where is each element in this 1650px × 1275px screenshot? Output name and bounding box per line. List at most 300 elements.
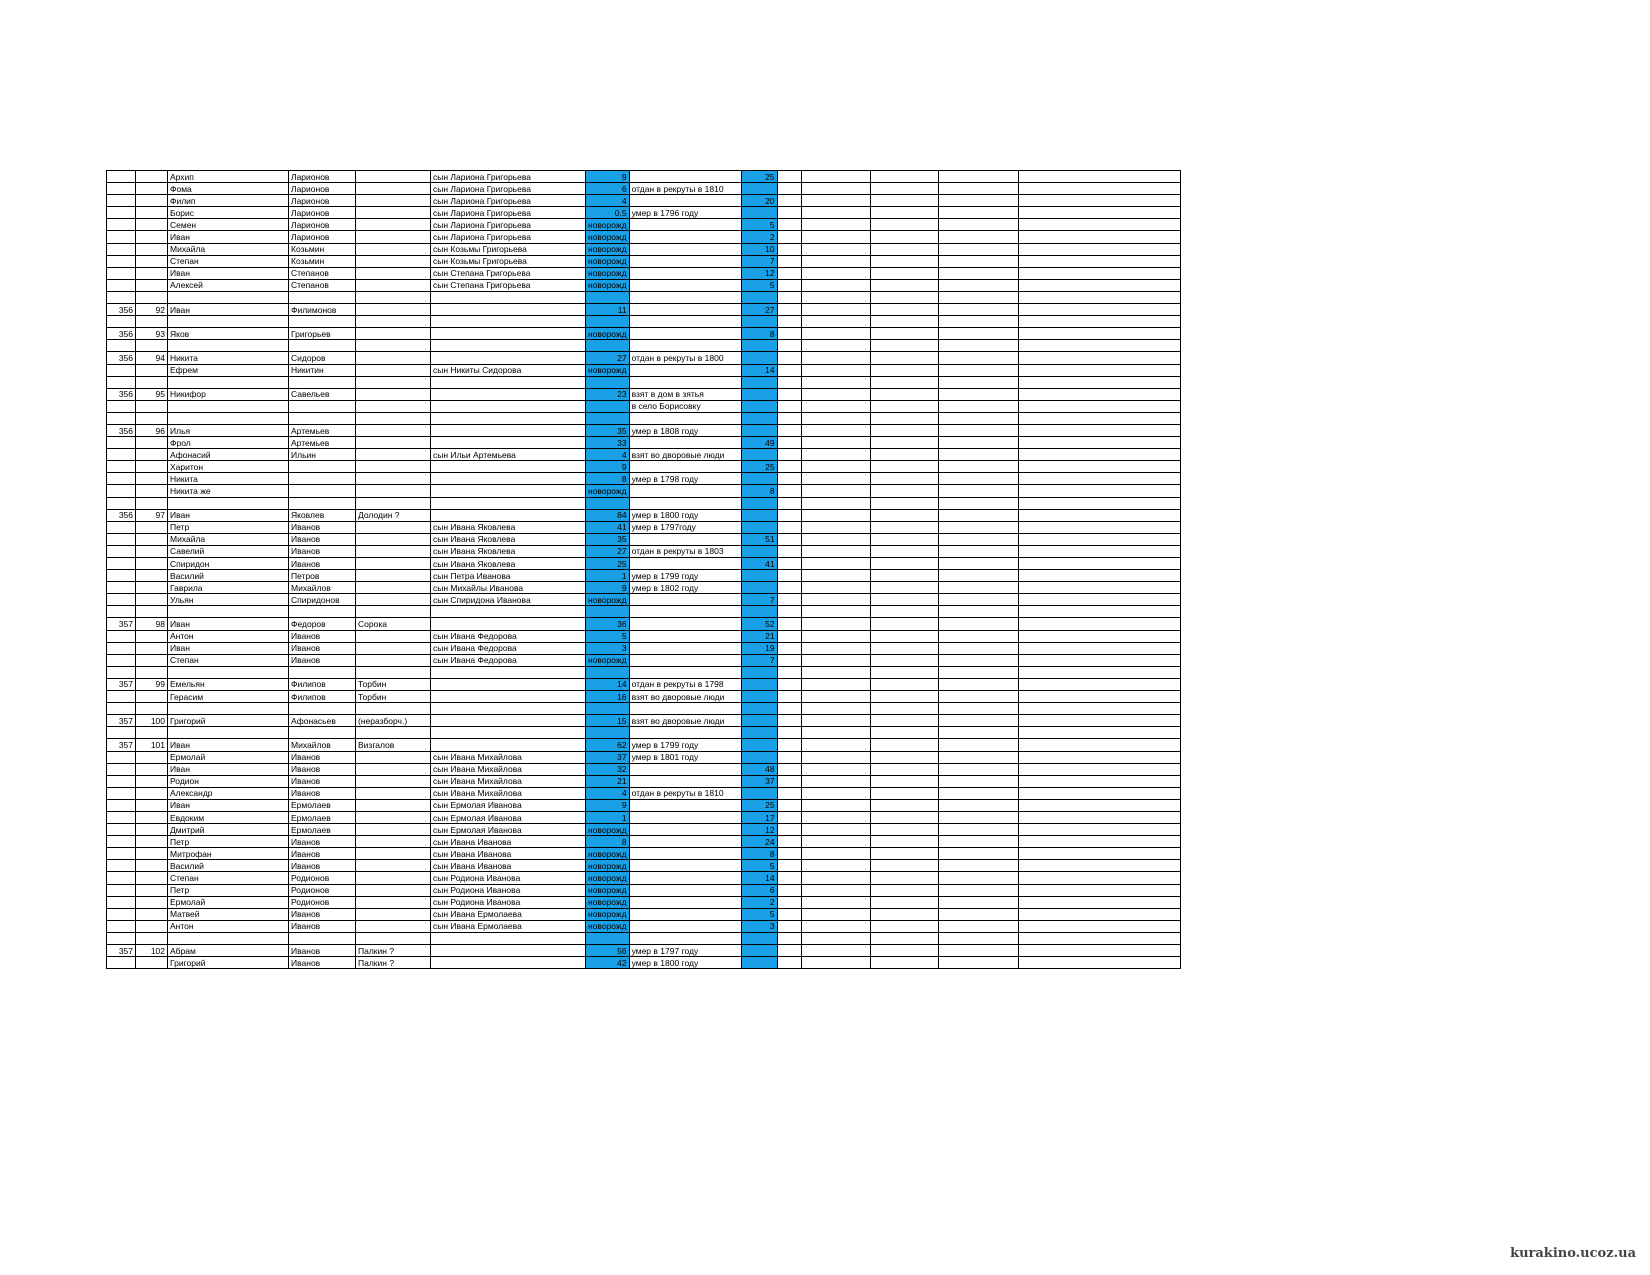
empty-cell: [777, 267, 801, 279]
patronymic-cell: Иванов: [289, 836, 356, 848]
empty-cell: [801, 775, 870, 787]
empty-cell: [938, 243, 1018, 255]
relation-cell: сын Ивана Иванова: [431, 848, 586, 860]
note-cell: [629, 811, 741, 823]
first-name-cell: Петр: [168, 521, 289, 533]
household-number-cell: [136, 957, 168, 969]
empty-cell: [801, 932, 870, 944]
empty-cell: [938, 799, 1018, 811]
empty-cell: [938, 594, 1018, 606]
empty-cell: [938, 291, 1018, 303]
relation-cell: [431, 957, 586, 969]
note-cell: [629, 328, 741, 340]
age-1811-cell: 8: [741, 848, 777, 860]
household-number-cell: [136, 400, 168, 412]
page-number-cell: [107, 449, 136, 461]
note-cell: [629, 908, 741, 920]
surname-cell: Палкин ?: [356, 957, 431, 969]
patronymic-cell: Иванов: [289, 848, 356, 860]
empty-cell: [938, 654, 1018, 666]
empty-cell: [870, 908, 938, 920]
empty-cell: [938, 787, 1018, 799]
age-1811-cell: [741, 957, 777, 969]
relation-cell: сын Ермолая Иванова: [431, 799, 586, 811]
first-name-cell: Фрол: [168, 437, 289, 449]
relation-cell: сын Ивана Яковлева: [431, 521, 586, 533]
surname-cell: Палкин ?: [356, 945, 431, 957]
empty-cell: [801, 824, 870, 836]
empty-cell: [870, 533, 938, 545]
table-row: [107, 352, 1181, 364]
page-number-cell: 356: [107, 328, 136, 340]
table-row: [107, 521, 1181, 533]
empty-cell: [938, 582, 1018, 594]
age-1795-cell: новорожд: [586, 594, 630, 606]
first-name-cell: Герасим: [168, 691, 289, 703]
empty-cell: [938, 328, 1018, 340]
note-cell: [629, 799, 741, 811]
patronymic-cell: Родионов: [289, 884, 356, 896]
empty-cell: [1018, 896, 1180, 908]
page-number-cell: [107, 316, 136, 328]
note-cell: [629, 412, 741, 424]
empty-cell: [1018, 352, 1180, 364]
patronymic-cell: Иванов: [289, 775, 356, 787]
empty-cell: [1018, 908, 1180, 920]
empty-cell: [870, 364, 938, 376]
empty-cell: [1018, 945, 1180, 957]
patronymic-cell: [289, 727, 356, 739]
empty-cell: [1018, 461, 1180, 473]
surname-cell: [356, 727, 431, 739]
age-1795-cell: 35: [586, 533, 630, 545]
patronymic-cell: Ильин: [289, 449, 356, 461]
empty-cell: [801, 751, 870, 763]
age-1795-cell: 37: [586, 751, 630, 763]
table-row: [107, 666, 1181, 678]
empty-cell: [801, 811, 870, 823]
empty-cell: [870, 763, 938, 775]
relation-cell: сын Ивана Федорова: [431, 654, 586, 666]
surname-cell: [356, 473, 431, 485]
age-1795-cell: новорожд: [586, 860, 630, 872]
empty-cell: [801, 376, 870, 388]
empty-cell: [870, 775, 938, 787]
household-number-cell: [136, 485, 168, 497]
first-name-cell: Ермолай: [168, 751, 289, 763]
empty-cell: [1018, 678, 1180, 690]
first-name-cell: Иван: [168, 304, 289, 316]
table-row: [107, 872, 1181, 884]
age-1811-cell: [741, 751, 777, 763]
first-name-cell: Савелий: [168, 545, 289, 557]
age-1811-cell: [741, 207, 777, 219]
age-1795-cell: 36: [586, 618, 630, 630]
relation-cell: сын Никиты Сидорова: [431, 364, 586, 376]
patronymic-cell: Григорьев: [289, 328, 356, 340]
age-1811-cell: [741, 497, 777, 509]
table-row: [107, 255, 1181, 267]
age-1811-cell: [741, 521, 777, 533]
surname-cell: [356, 582, 431, 594]
table-row: [107, 739, 1181, 751]
first-name-cell: Афонасий: [168, 449, 289, 461]
first-name-cell: [168, 340, 289, 352]
table-row: [107, 945, 1181, 957]
table-row: [107, 304, 1181, 316]
surname-cell: [356, 243, 431, 255]
household-number-cell: [136, 799, 168, 811]
age-1795-cell: [586, 412, 630, 424]
note-cell: [629, 666, 741, 678]
age-1811-cell: 49: [741, 437, 777, 449]
age-1795-cell: 15: [586, 715, 630, 727]
empty-cell: [777, 860, 801, 872]
patronymic-cell: Михайлов: [289, 739, 356, 751]
empty-cell: [870, 171, 938, 183]
note-cell: [629, 594, 741, 606]
page-number-cell: [107, 787, 136, 799]
household-number-cell: [136, 461, 168, 473]
household-number-cell: [136, 558, 168, 570]
surname-cell: [356, 920, 431, 932]
first-name-cell: Филип: [168, 195, 289, 207]
empty-cell: [777, 811, 801, 823]
empty-cell: [777, 594, 801, 606]
empty-cell: [801, 908, 870, 920]
page-number-cell: [107, 533, 136, 545]
empty-cell: [938, 183, 1018, 195]
page-number-cell: 357: [107, 715, 136, 727]
empty-cell: [870, 545, 938, 557]
relation-cell: сын Лариона Григорьева: [431, 231, 586, 243]
empty-cell: [1018, 316, 1180, 328]
note-cell: [629, 920, 741, 932]
empty-cell: [938, 824, 1018, 836]
note-cell: отдан в рекруты в 1798: [629, 678, 741, 690]
page-number-cell: [107, 291, 136, 303]
first-name-cell: Гаврила: [168, 582, 289, 594]
table-row: [107, 400, 1181, 412]
household-number-cell: 95: [136, 388, 168, 400]
table-row: [107, 316, 1181, 328]
relation-cell: [431, 618, 586, 630]
patronymic-cell: Ларионов: [289, 231, 356, 243]
surname-cell: [356, 594, 431, 606]
surname-cell: [356, 219, 431, 231]
relation-cell: сын Ивана Ермолаева: [431, 908, 586, 920]
empty-cell: [938, 642, 1018, 654]
age-1811-cell: 10: [741, 243, 777, 255]
patronymic-cell: Иванов: [289, 642, 356, 654]
age-1811-cell: 14: [741, 364, 777, 376]
surname-cell: [356, 171, 431, 183]
empty-cell: [1018, 400, 1180, 412]
age-1795-cell: новорожд: [586, 908, 630, 920]
surname-cell: [356, 570, 431, 582]
household-number-cell: [136, 848, 168, 860]
first-name-cell: [168, 316, 289, 328]
empty-cell: [777, 884, 801, 896]
age-1795-cell: 33: [586, 437, 630, 449]
empty-cell: [870, 424, 938, 436]
empty-cell: [777, 727, 801, 739]
patronymic-cell: [289, 316, 356, 328]
empty-cell: [801, 388, 870, 400]
empty-cell: [938, 364, 1018, 376]
patronymic-cell: Родионов: [289, 872, 356, 884]
household-number-cell: [136, 872, 168, 884]
surname-cell: [356, 316, 431, 328]
empty-cell: [1018, 799, 1180, 811]
empty-cell: [777, 570, 801, 582]
empty-cell: [870, 267, 938, 279]
age-1795-cell: 1: [586, 811, 630, 823]
first-name-cell: Михайла: [168, 533, 289, 545]
empty-cell: [777, 824, 801, 836]
note-cell: [629, 376, 741, 388]
note-cell: умер в 1796 году: [629, 207, 741, 219]
age-1811-cell: [741, 945, 777, 957]
household-number-cell: [136, 642, 168, 654]
note-cell: [629, 497, 741, 509]
note-cell: [629, 884, 741, 896]
relation-cell: сын Козьмы Григорьева: [431, 255, 586, 267]
age-1795-cell: новорожд: [586, 364, 630, 376]
age-1795-cell: [586, 316, 630, 328]
empty-cell: [870, 412, 938, 424]
patronymic-cell: [289, 703, 356, 715]
empty-cell: [1018, 848, 1180, 860]
note-cell: взят во дворовые люди: [629, 691, 741, 703]
empty-cell: [777, 219, 801, 231]
first-name-cell: Родион: [168, 775, 289, 787]
first-name-cell: Степан: [168, 255, 289, 267]
age-1795-cell: 56: [586, 945, 630, 957]
empty-cell: [777, 328, 801, 340]
age-1795-cell: 11: [586, 304, 630, 316]
surname-cell: [356, 932, 431, 944]
empty-cell: [870, 739, 938, 751]
empty-cell: [870, 666, 938, 678]
table-row: [107, 473, 1181, 485]
age-1795-cell: 27: [586, 352, 630, 364]
relation-cell: сын Ивана Ермолаева: [431, 920, 586, 932]
table-row: [107, 824, 1181, 836]
empty-cell: [870, 920, 938, 932]
empty-cell: [938, 715, 1018, 727]
note-cell: [629, 195, 741, 207]
empty-cell: [801, 485, 870, 497]
relation-cell: сын Лариона Григорьева: [431, 195, 586, 207]
household-number-cell: [136, 279, 168, 291]
table-row: [107, 594, 1181, 606]
surname-cell: [356, 545, 431, 557]
age-1811-cell: [741, 388, 777, 400]
age-1795-cell: новорожд: [586, 328, 630, 340]
relation-cell: [431, 666, 586, 678]
empty-cell: [938, 775, 1018, 787]
patronymic-cell: Ларионов: [289, 219, 356, 231]
first-name-cell: Никита: [168, 352, 289, 364]
surname-cell: [356, 872, 431, 884]
empty-cell: [777, 703, 801, 715]
note-cell: умер в 1799 году: [629, 570, 741, 582]
patronymic-cell: Ермолаев: [289, 799, 356, 811]
age-1795-cell: 4: [586, 449, 630, 461]
empty-cell: [801, 219, 870, 231]
census-table: [106, 170, 1181, 969]
empty-cell: [1018, 231, 1180, 243]
empty-cell: [801, 521, 870, 533]
first-name-cell: Алексей: [168, 279, 289, 291]
empty-cell: [938, 521, 1018, 533]
empty-cell: [938, 908, 1018, 920]
age-1811-cell: 19: [741, 642, 777, 654]
page-number-cell: [107, 485, 136, 497]
empty-cell: [938, 485, 1018, 497]
note-cell: умер в 1800 году: [629, 957, 741, 969]
household-number-cell: [136, 884, 168, 896]
first-name-cell: Борис: [168, 207, 289, 219]
empty-cell: [870, 195, 938, 207]
empty-cell: [777, 533, 801, 545]
empty-cell: [777, 848, 801, 860]
empty-cell: [801, 400, 870, 412]
household-number-cell: [136, 195, 168, 207]
empty-cell: [801, 340, 870, 352]
patronymic-cell: Филимонов: [289, 304, 356, 316]
age-1811-cell: 5: [741, 279, 777, 291]
table-row: [107, 836, 1181, 848]
page-number-cell: [107, 183, 136, 195]
relation-cell: сын Родиона Иванова: [431, 872, 586, 884]
relation-cell: [431, 606, 586, 618]
age-1811-cell: 27: [741, 304, 777, 316]
surname-cell: [356, 860, 431, 872]
first-name-cell: Евдоким: [168, 811, 289, 823]
household-number-cell: [136, 267, 168, 279]
empty-cell: [870, 243, 938, 255]
empty-cell: [1018, 703, 1180, 715]
empty-cell: [1018, 582, 1180, 594]
first-name-cell: Иван: [168, 231, 289, 243]
page-number-cell: [107, 376, 136, 388]
surname-cell: [356, 703, 431, 715]
surname-cell: [356, 376, 431, 388]
page-number-cell: 357: [107, 678, 136, 690]
empty-cell: [801, 678, 870, 690]
empty-cell: [1018, 437, 1180, 449]
note-cell: умер в 1808 году: [629, 424, 741, 436]
age-1811-cell: 52: [741, 618, 777, 630]
age-1811-cell: 2: [741, 231, 777, 243]
first-name-cell: Григорий: [168, 715, 289, 727]
page-number-cell: [107, 461, 136, 473]
page-number-cell: [107, 848, 136, 860]
relation-cell: сын Лариона Григорьева: [431, 171, 586, 183]
empty-cell: [938, 739, 1018, 751]
patronymic-cell: Степанов: [289, 279, 356, 291]
page-number-cell: [107, 896, 136, 908]
household-number-cell: 98: [136, 618, 168, 630]
empty-cell: [801, 171, 870, 183]
patronymic-cell: Иванов: [289, 630, 356, 642]
surname-cell: [356, 195, 431, 207]
first-name-cell: [168, 932, 289, 944]
empty-cell: [1018, 207, 1180, 219]
page-number-cell: [107, 775, 136, 787]
empty-cell: [938, 400, 1018, 412]
age-1811-cell: 3: [741, 920, 777, 932]
age-1811-cell: [741, 715, 777, 727]
patronymic-cell: Иванов: [289, 763, 356, 775]
note-cell: умер в 1802 году: [629, 582, 741, 594]
surname-cell: [356, 364, 431, 376]
empty-cell: [938, 267, 1018, 279]
age-1795-cell: 8: [586, 836, 630, 848]
empty-cell: [801, 533, 870, 545]
empty-cell: [801, 509, 870, 521]
table-row: [107, 775, 1181, 787]
first-name-cell: [168, 497, 289, 509]
table-row: [107, 860, 1181, 872]
note-cell: [629, 836, 741, 848]
empty-cell: [870, 654, 938, 666]
relation-cell: [431, 945, 586, 957]
surname-cell: [356, 497, 431, 509]
first-name-cell: [168, 412, 289, 424]
household-number-cell: 94: [136, 352, 168, 364]
patronymic-cell: Савельев: [289, 388, 356, 400]
relation-cell: [431, 316, 586, 328]
empty-cell: [938, 449, 1018, 461]
age-1811-cell: 24: [741, 836, 777, 848]
empty-cell: [801, 654, 870, 666]
table-row: [107, 545, 1181, 557]
patronymic-cell: Ларионов: [289, 207, 356, 219]
empty-cell: [1018, 872, 1180, 884]
empty-cell: [801, 231, 870, 243]
first-name-cell: Василий: [168, 860, 289, 872]
patronymic-cell: [289, 497, 356, 509]
first-name-cell: Антон: [168, 630, 289, 642]
empty-cell: [938, 872, 1018, 884]
empty-cell: [1018, 884, 1180, 896]
surname-cell: [356, 183, 431, 195]
note-cell: [629, 255, 741, 267]
age-1795-cell: 84: [586, 509, 630, 521]
empty-cell: [870, 582, 938, 594]
empty-cell: [801, 703, 870, 715]
empty-cell: [777, 424, 801, 436]
relation-cell: [431, 437, 586, 449]
note-cell: взят в дом в зятья: [629, 388, 741, 400]
empty-cell: [801, 183, 870, 195]
age-1795-cell: 27: [586, 545, 630, 557]
empty-cell: [870, 642, 938, 654]
surname-cell: [356, 654, 431, 666]
note-cell: [629, 824, 741, 836]
first-name-cell: Никита же: [168, 485, 289, 497]
empty-cell: [777, 957, 801, 969]
empty-cell: [777, 654, 801, 666]
household-number-cell: [136, 533, 168, 545]
age-1811-cell: [741, 666, 777, 678]
age-1811-cell: [741, 509, 777, 521]
empty-cell: [870, 799, 938, 811]
empty-cell: [1018, 485, 1180, 497]
